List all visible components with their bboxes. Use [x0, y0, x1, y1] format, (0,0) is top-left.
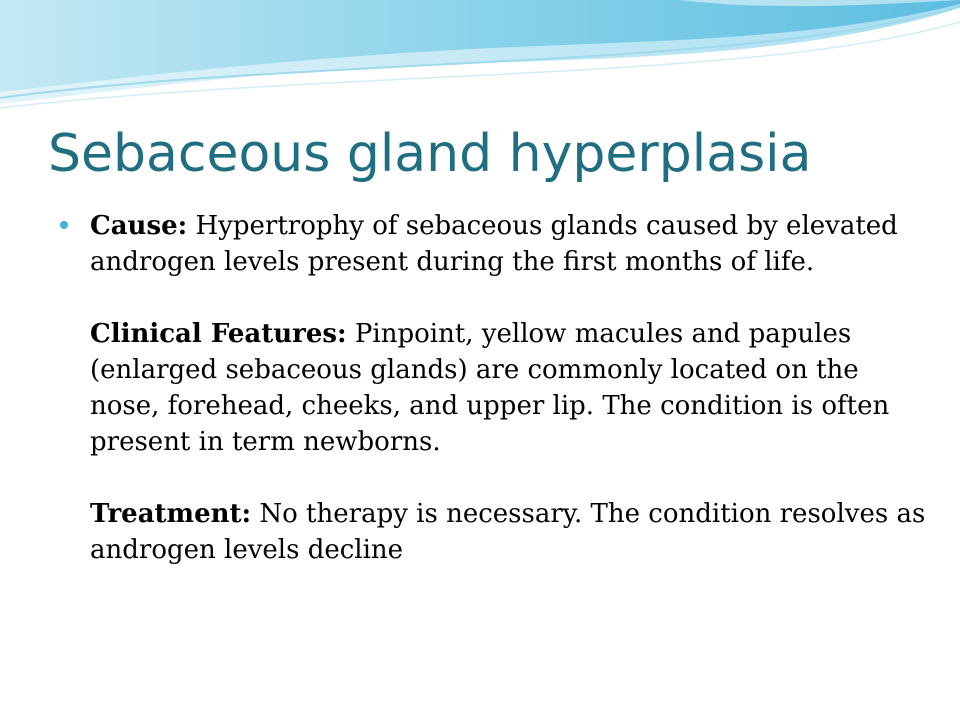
treatment-paragraph	[90, 496, 936, 568]
bullet-dot-icon	[60, 221, 68, 229]
clinical-features-text: Pinpoint, yellow macules and papules (enlarged sebaceous glands) are commonly located on the nose, forehead, cheeks, and upper lip. The condition is often present in term newborns.	[90, 319, 890, 457]
clinical-features-paragraph	[90, 316, 936, 460]
bullet-item	[90, 208, 936, 568]
bullet-list	[56, 208, 936, 568]
clinical-features-label: Clinical Features:	[90, 319, 347, 349]
header-wave-decoration	[0, 0, 960, 120]
slide-title: Sebaceous gland hyperplasia	[48, 124, 812, 184]
cause-text: Hypertrophy of sebaceous glands caused by elevated androgen levels present during the first months of life.	[90, 211, 898, 277]
treatment-label: Treatment:	[90, 499, 252, 529]
cause-paragraph	[90, 208, 936, 280]
cause-label: Cause:	[90, 211, 188, 241]
treatment-text: No therapy is necessary. The condition resolves as androgen levels decline	[90, 499, 926, 565]
